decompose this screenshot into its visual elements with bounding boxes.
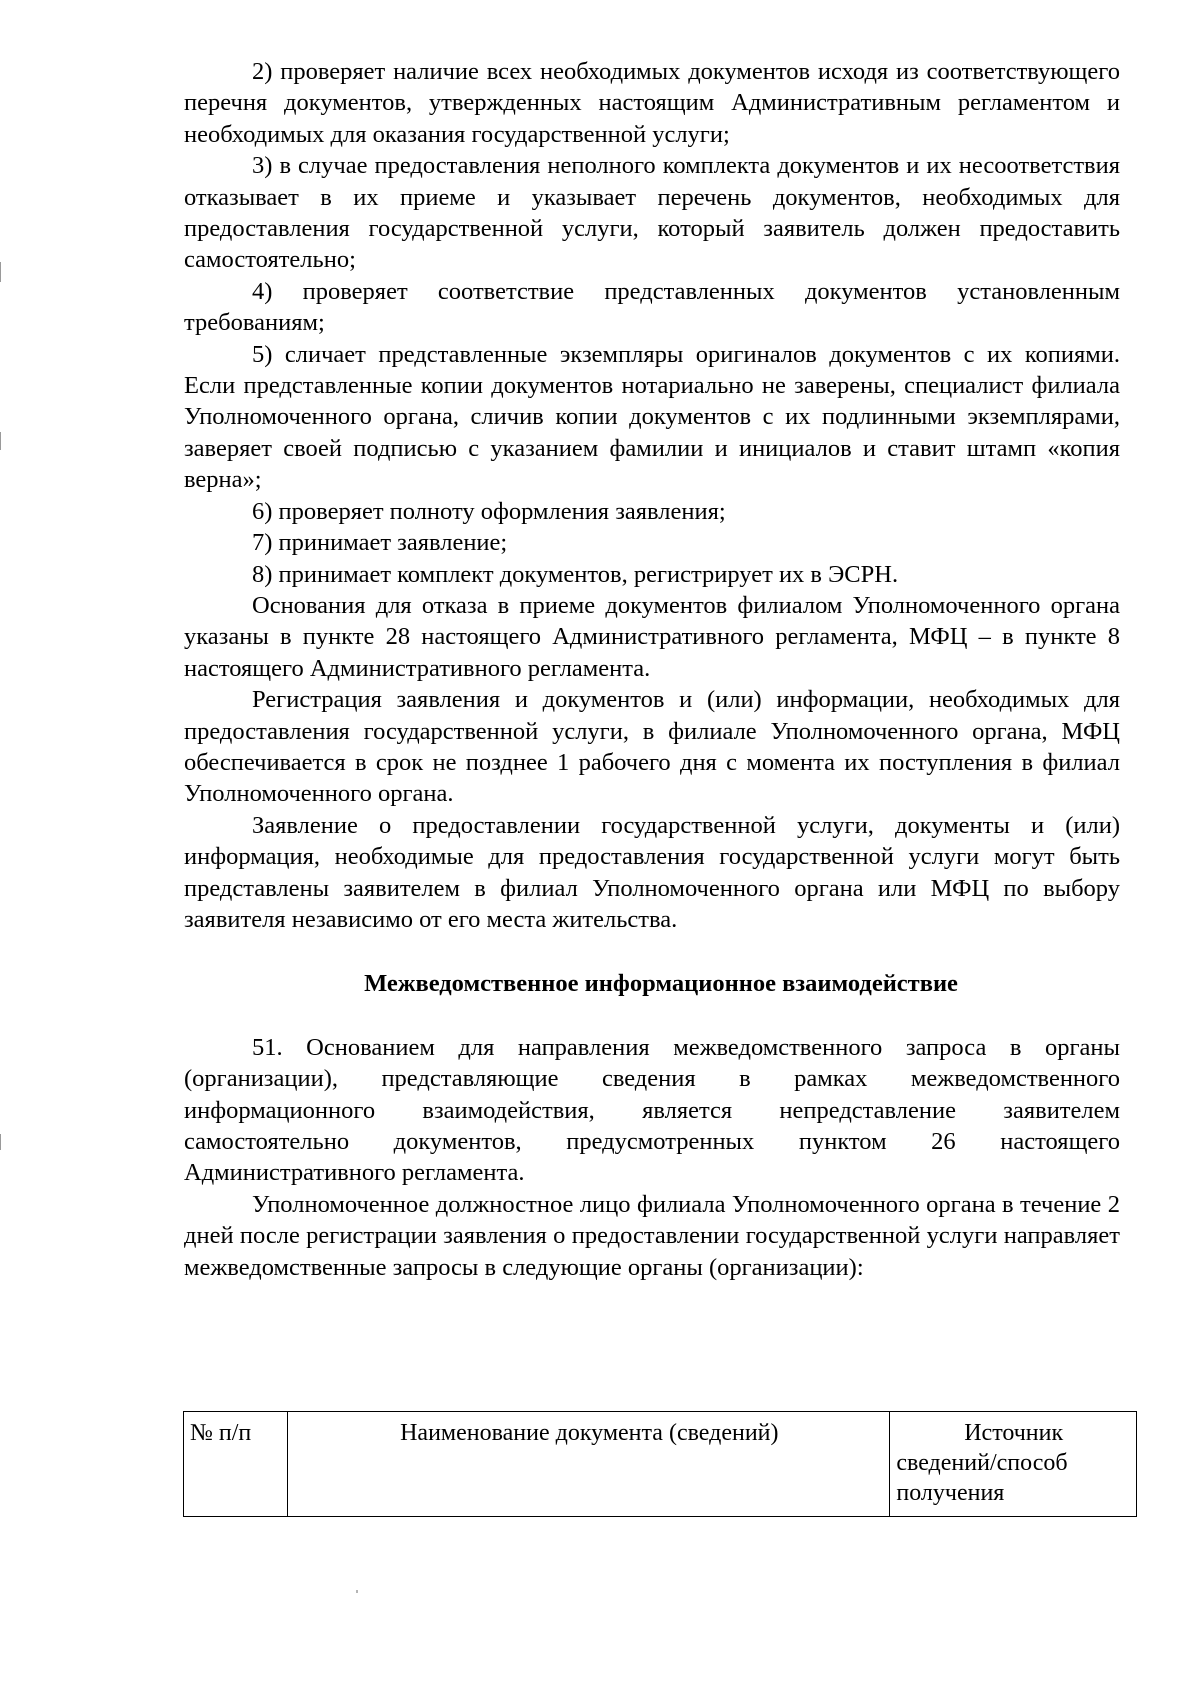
header-source [890, 1412, 1137, 1517]
paragraph-submission: Заявление о предоставлении государственной услуги, документы и (или) информация, необходимые для предоставления государственной услуги могут быть представлены заявителем в филиал Уполномоченного органа или МФЦ по выбору заявителя независимо от его места жительства. [184, 811, 1120, 933]
paragraph-requests: Уполномоченное должностное лицо филиала Уполномоченного органа в течение 2 дней после регистрации заявления о предоставлении государственной услуги направляет межведомственные запросы в следующие органы (организации): [184, 1190, 1120, 1281]
table-header-row [184, 1412, 1137, 1517]
paragraph-refusal-grounds: Основания для отказа в приеме документов филиалом Уполномоченного органа указаны в пункте 28 настоящего Административного регламента, МФЦ – в пункте 8 настоящего Административного регламента. [184, 591, 1120, 682]
header-document-name: Наименование документа (сведений) [288, 1412, 890, 1517]
paragraph-item-2: 2) проверяет наличие всех необходимых документов исходя из соответствующего перечня документов, утвержденных настоящим Административным регламентом и необходимых для оказания государственной услуги; [184, 58, 1120, 148]
scan-edge-mark [0, 1134, 1, 1150]
requests-table [183, 1411, 1137, 1517]
paragraph-item-7: 7) принимает заявление; [252, 529, 508, 557]
scan-speck [356, 1590, 358, 1593]
paragraph-registration: Регистрация заявления и документов и (или) информации, необходимых для предоставления государственной услуги, в филиале Уполномоченного органа, МФЦ обеспечивается в срок не позднее 1 рабочего дня с момента их поступления в филиал Уполномоченного органа. [184, 686, 1120, 808]
paragraph-item-5: 5) сличает представленные экземпляры оригиналов документов с их копиями. Если представленные копии документов нотариально не заверены, специалист филиала Уполномоченного органа, сличив копии документов с их подлинными экземплярами, заверяет своей подписью с указанием фамилии и инициалов и ставит штамп «копия верна»; [184, 340, 1120, 494]
scan-edge-mark [0, 262, 1, 282]
scan-edge-mark [0, 432, 1, 450]
paragraph-51: 51. Основанием для направления межведомственного запроса в органы (организации), представляющие сведения в рамках межведомственного информационного взаимодействия, является непредставление заявителем самостоятельно документов, предусмотренных пунктом 26 настоящего Административного регламента. [184, 1033, 1120, 1187]
paragraph-item-8: 8) принимает комплект документов, регистрирует их в ЭСРН. [252, 560, 899, 588]
section-heading: Межведомственное информационное взаимодействие [364, 970, 958, 998]
paragraph-item-6: 6) проверяет полноту оформления заявления; [252, 497, 726, 525]
document-page [184, 56, 1120, 1283]
paragraph-item-4: 4) проверяет соответствие представленных документов установленным требованиям; [184, 277, 1120, 337]
header-source-method: сведений/способ получения [896, 1450, 1068, 1506]
header-number: № п/п [184, 1412, 288, 1517]
header-source-title: Источник [964, 1420, 1064, 1446]
paragraph-item-3: 3) в случае предоставления неполного комплекта документов и их несоответствия отказывает в их приеме и указывает перечень документов, необходимых для предоставления государственной услуги, который заявитель должен предоставить самостоятельно; [184, 152, 1120, 274]
